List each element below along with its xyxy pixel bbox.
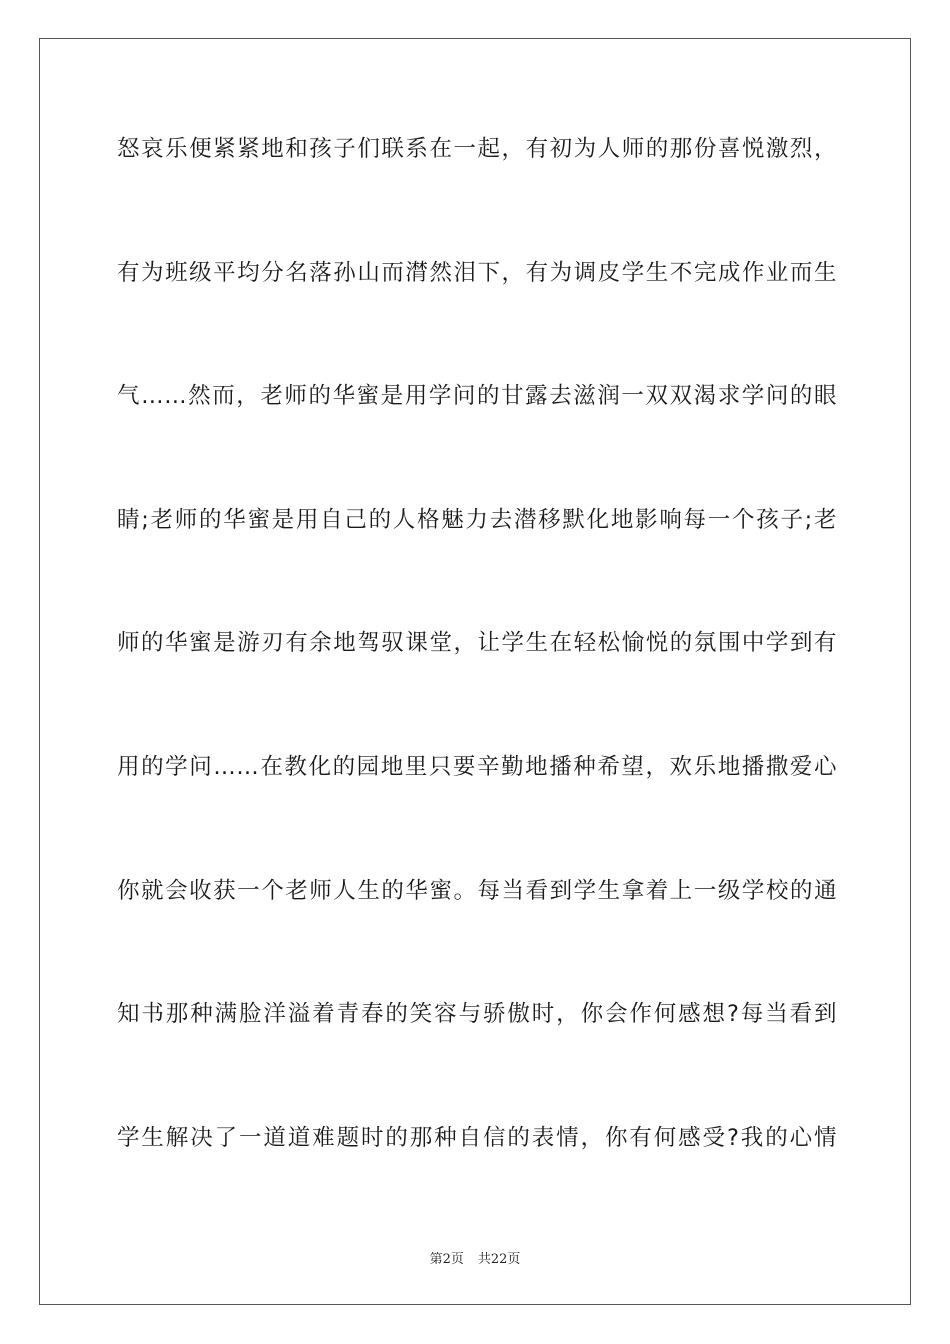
page-total: 共22页 [477,1252,521,1267]
text-line: 睛;老师的华蜜是用自己的人格魅力去潜移默化地影响每一个孩子;老 [117,506,837,533]
text-line: 怒哀乐便紧紧地和孩子们联系在一起，有初为人师的那份喜悦激烈， [117,136,837,162]
page-footer [0,1248,950,1267]
page-number: 第2页 [429,1252,464,1267]
text-line: 用的学问……在教化的园地里只要辛勤地播种希望，欢乐地播撒爱心 [117,753,837,780]
text-line: 有为班级平均分名落孙山而潸然泪下，有为调皮学生不完成作业而生 [117,259,837,286]
document-body [117,128,837,1240]
text-line: 学生解决了一道道难题时的那种自信的表情，你有何感受?我的心情 [117,1124,837,1151]
text-line: 气……然而，老师的华蜜是用学问的甘露去滋润一双双渴求学问的眼 [117,383,837,410]
text-line: 知书那种满脸洋溢着青春的笑容与骄傲时，你会作何感想?每当看到 [117,1001,837,1028]
text-line: 师的华蜜是游刃有余地驾驭课堂，让学生在轻松愉悦的氛围中学到有 [117,630,837,657]
text-line: 你就会收获一个老师人生的华蜜。每当看到学生拿着上一级学校的通 [117,877,837,904]
